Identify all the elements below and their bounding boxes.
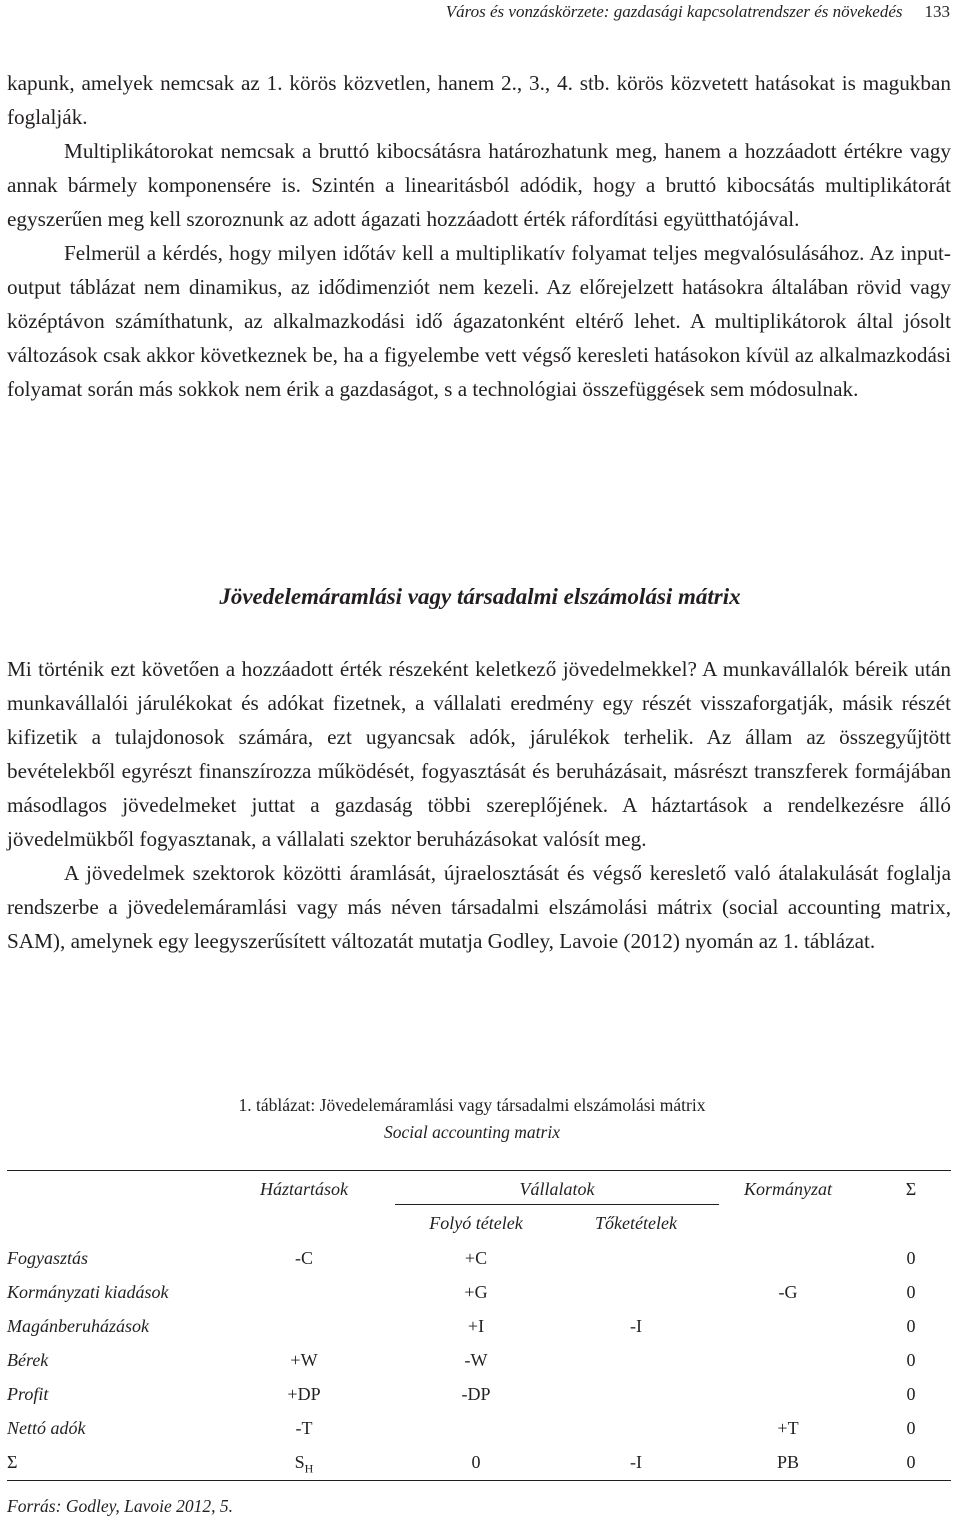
cell-government: -G — [778, 1282, 798, 1302]
table-top-rule — [7, 1170, 951, 1171]
paragraph: A jövedelmek szektorok közötti áramlását, újraelosztását és végső kereslető való átalakulását foglalja rendszerbe a jövedelemáramlási vagy más néven társadalmi elszámolási mátrix (social accounting matrix, SAM), amelynek egy leegyszerűsített változatát mutatja Godley, Lavoie (2012) nyomán az 1. táblázat. — [7, 861, 951, 953]
paragraph: Multiplikátorokat nemcsak a bruttó kibocsátásra határozhatunk meg, hanem a hozzáadott értékre vagy annak bármely komponensére is. Szintén a linearitásból adódik, hogy a bruttó kibocsátás multiplikátorát egyszerűen meg kell szoroznunk az adott ágazati hozzáadott érték ráfordítási együtthatójával. — [7, 139, 951, 231]
running-header — [0, 2, 950, 22]
total-row-label: Σ — [7, 1452, 18, 1472]
running-title: Város és vonzáskörzete: gazdasági kapcsolatrendszer és növekedés — [445, 2, 903, 21]
cell-current-total: 0 — [471, 1452, 481, 1472]
header-sum: Σ — [905, 1179, 917, 1199]
table-source: Forrás: Godley, Lavoie 2012, 5. — [7, 1496, 234, 1516]
cell-sum: 0 — [906, 1418, 916, 1438]
firms-group-rule — [395, 1204, 719, 1205]
households-saving-symbol: S — [294, 1452, 305, 1472]
cell-households-total — [295, 1452, 314, 1477]
cell-sum-total: 0 — [906, 1452, 916, 1472]
header-firms: Vállalatok — [519, 1179, 595, 1199]
cell-sum: 0 — [906, 1282, 916, 1302]
row-label: Magánberuházások — [7, 1316, 149, 1336]
table-caption — [0, 1092, 944, 1146]
cell-capital: -I — [630, 1316, 642, 1336]
cell-households: +DP — [287, 1384, 321, 1404]
cell-current: -DP — [461, 1384, 491, 1404]
table-subtitle: Social accounting matrix — [384, 1122, 560, 1142]
table-bottom-rule — [7, 1480, 951, 1481]
cell-households: +W — [290, 1350, 318, 1370]
cell-sum: 0 — [906, 1316, 916, 1336]
row-label: Fogyasztás — [7, 1248, 88, 1268]
cell-government: +T — [777, 1418, 799, 1438]
row-label: Kormányzati kiadások — [7, 1282, 169, 1302]
cell-capital-total: -I — [630, 1452, 642, 1472]
cell-sum: 0 — [906, 1248, 916, 1268]
header-current-items: Folyó tételek — [429, 1213, 523, 1233]
cell-households: -T — [295, 1418, 313, 1438]
header-capital-items: Tőketételek — [595, 1213, 677, 1233]
cell-sum: 0 — [906, 1384, 916, 1404]
page-number: 133 — [924, 2, 950, 21]
paragraph: Mi történik ezt követően a hozzáadott érték részeként keletkező jövedelmekkel? A munkavállalók béreik után munkavállalói járulékokat és adókat fizetnek, a vállalati eredmény egy részét visszaforgatják, másik részét kifizetik a tulajdonosok számára, ezt ugyancsak adók, járulékok terhelik. Az állam az összegyűjtött bevételekből egyrészt finanszírozza működését, fogyasztását és beruházásait, másrészt transzferek formájában másodlagos jövedelmeket juttat a gazdaság többi szereplőjének. A háztartások a rendelkezésre álló jövedelmükből fogyasztanak, a vállalati szektor beruházásokat valósít meg. — [7, 657, 951, 851]
row-label: Nettó adók — [7, 1418, 86, 1438]
table-title: 1. táblázat: Jövedelemáramlási vagy társadalmi elszámolási mátrix — [238, 1095, 706, 1115]
row-label: Profit — [7, 1384, 49, 1404]
cell-current: +G — [464, 1282, 488, 1302]
body-section-1 — [7, 66, 951, 406]
households-saving-subscript: H — [304, 1461, 314, 1476]
paragraph: kapunk, amelyek nemcsak az 1. körös közvetlen, hanem 2., 3., 4. stb. körös közvetett hatásokat is magukban foglalják. — [7, 71, 951, 129]
row-label: Bérek — [7, 1350, 49, 1370]
header-households: Háztartások — [259, 1179, 349, 1199]
cell-households: -C — [295, 1248, 313, 1268]
cell-current: +C — [464, 1248, 488, 1268]
cell-current: +I — [467, 1316, 485, 1336]
cell-government-total: PB — [776, 1452, 800, 1472]
cell-sum: 0 — [906, 1350, 916, 1370]
paragraph: Felmerül a kérdés, hogy milyen időtáv kell a multiplikatív folyamat teljes megvalósulásához. Az input-output táblázat nem dinamikus, az idődimenziót nem kezeli. Az előrejelzett hatásokra általában rövid vagy középtávon számíthatunk, az alkalmazkodási idő ágazatonként eltérő lehet. A multiplikátorok által jósolt változások csak akkor következnek be, ha a figyelembe vett végső keresleti hatásokon kívül az alkalmazkodási folyamat során más sokkok nem érik a gazdaságot, s a technológiai összefüggések sem módosulnak. — [7, 241, 951, 401]
body-section-2 — [7, 652, 951, 958]
header-government: Kormányzat — [743, 1179, 833, 1199]
section-heading: Jövedelemáramlási vagy társadalmi elszámolási mátrix — [219, 584, 741, 609]
cell-current: -W — [464, 1350, 488, 1370]
